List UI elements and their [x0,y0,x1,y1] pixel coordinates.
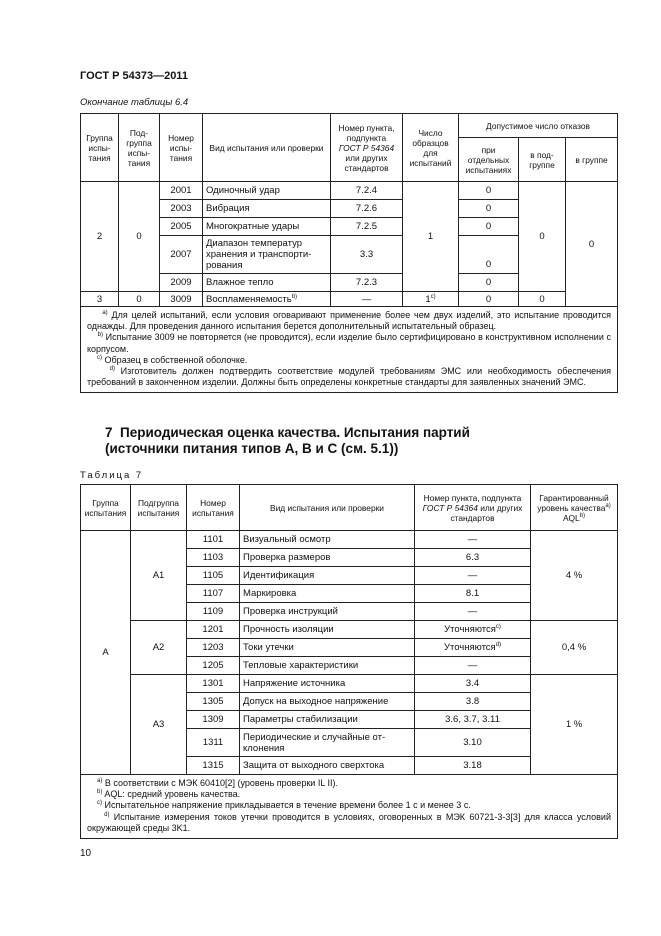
footnote: $^{c)}$ Образец в собственной оболочке. [97,354,248,365]
t1-samples: 1$^{c)}$ [403,292,459,307]
t1-name: Вибрация [203,200,331,218]
table-row [81,621,618,639]
t1-grp-fail: 0 [566,182,618,307]
t2-notes [81,775,618,839]
t1-notes [81,307,618,393]
t2-name: Напряжение источника [240,675,415,693]
table-7 [80,484,618,839]
t2-subgroup: A1 [131,531,187,621]
t1-num: 2009 [160,274,203,292]
table-row [81,292,618,307]
t1-name: Диапазон температур хранения и транспорти-рования [203,236,331,274]
t2-num: 1105 [187,567,240,585]
t2-clause: Уточняются$^{c)}$ [415,621,531,639]
t1-fail: 0 [459,274,519,292]
t2-num: 1305 [187,693,240,711]
footnote: $^{d)}$ Изготовитель должен подтвердить соответствие модулей требованиям ЭМС или необходимость обеспечения требований в законченном изделии. Должны быть определены конкретные стандарты для заявленных значений ЭМС. [87,366,612,388]
t2-name: Маркировка [240,585,415,603]
table-row [81,675,618,693]
table-7-label: Таблица 7 [80,470,144,481]
t1-header-per-group: в группе [566,138,618,182]
t2-clause: 3.4 [415,675,531,693]
t1-group: 3 [81,292,119,307]
t2-name: Тепловые характеристики [240,657,415,675]
t2-clause: — [415,531,531,549]
table-continuation-caption: Окончание таблицы 6.4 [80,97,189,108]
t1-clause: 7.2.6 [331,200,403,218]
t1-header-per-item: при отдельных испытаниях [459,138,519,182]
t2-num: 1107 [187,585,240,603]
t1-clause: 7.2.5 [331,218,403,236]
t2-clause: 3.10 [415,729,531,757]
t2-name: Периодические и случайные от-клонения [240,729,415,757]
t2-name: Прочность изоляции [240,621,415,639]
footnote: $^{a)}$ В соответствии с МЭК 60410[2] (уровень проверки IL II). [97,778,338,788]
t2-num: 1103 [187,549,240,567]
t2-subgroup: A2 [131,621,187,675]
t2-clause: 3.8 [415,693,531,711]
t2-aql: 1 % [531,675,618,775]
t1-num: 2005 [160,218,203,236]
t2-header-kind: Вид испытания или проверки [240,485,415,531]
t2-num: 1301 [187,675,240,693]
t1-fail: 0 [459,218,519,236]
t2-header-clause: Номер пункта, подпункта ГОСТ Р 54364 или других стандартов [415,485,531,531]
table-row [81,182,618,200]
t2-clause: — [415,603,531,621]
t2-num: 1205 [187,657,240,675]
t1-sub-fail: 0 [519,292,566,307]
page-number: 10 [80,848,92,859]
t1-header-group: Группа испы-тания [81,114,119,182]
t2-subgroup: A3 [131,675,187,775]
t1-num: 2007 [160,236,203,274]
t1-samples: 1 [403,182,459,292]
t2-num: 1109 [187,603,240,621]
t1-num: 2001 [160,182,203,200]
t1-fail: 0 [459,292,519,307]
table-row [81,531,618,549]
t1-name: Одиночный удар [203,182,331,200]
t2-name: Проверка размеров [240,549,415,567]
t2-aql: 0,4 % [531,621,618,675]
t1-clause: — [331,292,403,307]
t1-name: Влажное тепло [203,274,331,292]
t2-name: Проверка инструкций [240,603,415,621]
t2-num: 1101 [187,531,240,549]
t2-header-subgroup: Подгруппа испытания [131,485,187,531]
t1-num: 3009 [160,292,203,307]
t2-num: 1203 [187,639,240,657]
t1-num: 2003 [160,200,203,218]
t1-header-samples: Число образцов для испытаний [403,114,459,182]
t1-header-number: Номер испы-тания [160,114,203,182]
t1-header-allowed: Допустимое число отказов [459,114,618,138]
t2-name: Параметры стабилизации [240,711,415,729]
t2-clause: 3.18 [415,757,531,775]
footnote: $^{b)}$ Испытание 3009 не повторяется (не проводится), если изделие было сертифицировано в конструктивном исполнении с корпусом. [87,332,611,354]
t1-clause: 7.2.4 [331,182,403,200]
t1-fail: 0 [459,182,519,200]
t2-clause: Уточняются$^{d)}$ [415,639,531,657]
t2-group: A [81,531,131,775]
footnote: $^{d)}$ Испытание измерения токов утечки проводится в условиях, оговоренных в МЭК 60721-3-3[3] для класса условий окружающей среды 3K1. [87,811,611,833]
t1-clause: 7.2.3 [331,274,403,292]
t2-num: 1315 [187,757,240,775]
t2-name: Защита от выходного сверхтока [240,757,415,775]
t2-clause: 8.1 [415,585,531,603]
t2-name: Токи утечки [240,639,415,657]
t1-header-subgroup: Под-группа испы-тания [119,114,160,182]
document-id: ГОСТ Р 54373—2011 [80,70,188,82]
footnote: $^{a)}$ Для целей испытаний, если условия оговаривают применение более чем двух изделий, это испытание проводится однажды. Для проведения данного испытания берется дополнительный испытательный образец. [87,310,612,332]
t2-name: Допуск на выходное напряжение [240,693,415,711]
t2-num: 1201 [187,621,240,639]
t1-group: 2 [81,182,119,292]
t2-num: 1311 [187,729,240,757]
t2-aql: 4 % [531,531,618,621]
t1-name: Многократные удары [203,218,331,236]
t2-header-number: Номер испытания [187,485,240,531]
t1-subgroup: 0 [119,182,160,292]
t1-header-per-subgroup: в под-группе [519,138,566,182]
table-6-4 [80,113,618,393]
t2-num: 1309 [187,711,240,729]
footnote: $^{c)}$ Испытательное напряжение прикладывается в течение времени более 1 с и менее 3 с. [97,800,471,811]
t1-subgroup: 0 [119,292,160,307]
t1-name: Воспламеняемость$^{b)}$ [203,292,331,307]
t2-header-aql: Гарантированный уровень качества$^{a)}$ AQL$^{b)}$ [531,485,618,531]
t1-fail: 0 [459,200,519,218]
t2-clause: 3.6, 3.7, 3.11 [415,711,531,729]
t1-sub-fail: 0 [519,182,566,292]
t1-header-clause: Номер пункта, подпункта ГОСТ Р 54364 или других стандартов [331,114,403,182]
t1-fail: 0 [459,236,519,274]
section-heading: 7 Периодическая оценка качества. Испытания партий (источники питания типов A, B и C (см. 5.1)) [105,425,470,456]
t2-name: Идентификация [240,567,415,585]
t2-clause: 6.3 [415,549,531,567]
t2-clause: — [415,657,531,675]
t2-clause: — [415,567,531,585]
t2-header-group: Группа испытания [81,485,131,531]
t1-clause: 3.3 [331,236,403,274]
footnote: $^{b)}$ AQL: средний уровень качества. [97,789,241,800]
t2-name: Визуальный осмотр [240,531,415,549]
t1-header-kind: Вид испытания или проверки [203,114,331,182]
